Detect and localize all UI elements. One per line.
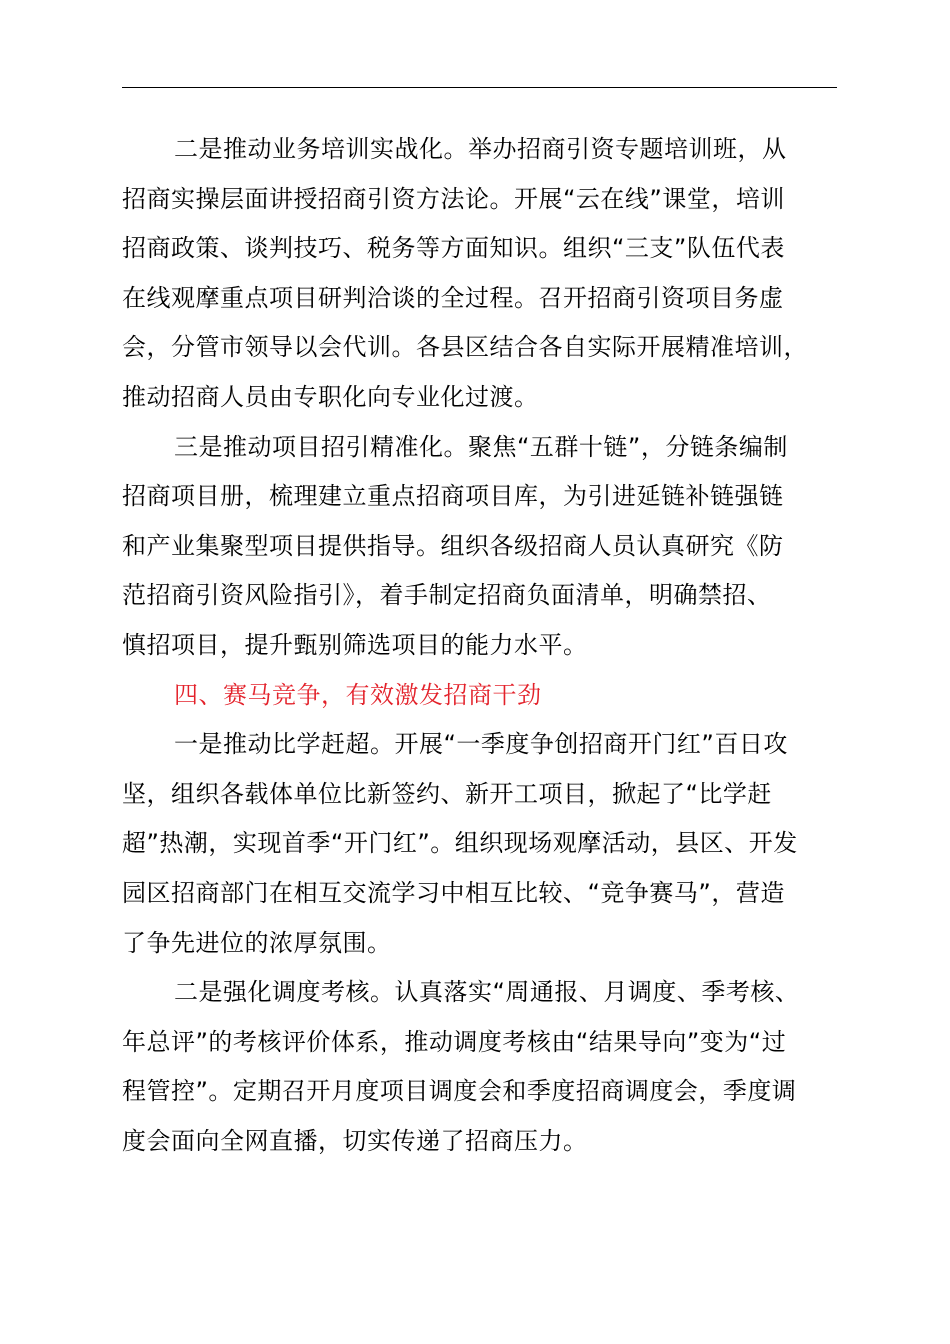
text-line: 一是推动比学赶超。开展“一季度争创招商开门红”百日攻 <box>174 730 788 759</box>
text-line: 超”热潮，实现首季“开门红”。组织现场观摩活动，县区、开发 <box>122 829 798 858</box>
text-line: 在线观摩重点项目研判洽谈的全过程。召开招商引资项目务虚 <box>122 283 784 312</box>
section-heading-text: 四、赛马竞争，有效激发招商干劲 <box>174 680 542 709</box>
paragraph-training <box>122 125 867 423</box>
text-line: 招商政策、谈判技巧、税务等方面知识。组织“三支”队伍代表 <box>122 234 785 263</box>
text-line: 坚，组织各载体单位比新签约、新开工项目，掀起了“比学赶 <box>122 779 772 808</box>
text-line: 度会面向全网直播，切实传递了招商压力。 <box>122 1126 588 1155</box>
text-line: 年总评”的考核评价体系，推动调度考核由“结果导向”变为“过 <box>122 1027 787 1056</box>
text-line: 推动招商人员由专职化向专业化过渡。 <box>122 382 539 411</box>
header-rule <box>122 87 837 88</box>
text-line: 二是推动业务培训实战化。举办招商引资专题培训班，从 <box>174 135 787 163</box>
text-line: 慎招项目，提升甄别筛选项目的能力水平。 <box>122 630 588 659</box>
text-line: 招商实操层面讲授招商引资方法论。开展“云在线”课堂，培训 <box>122 184 785 213</box>
text-line: 会，分管市领导以会代训。各县区结合各自实际开展精准培训， <box>122 333 808 362</box>
text-line: 程管控”。定期召开月度项目调度会和季度招商调度会，季度调 <box>122 1077 797 1106</box>
text-line: 和产业集聚型项目提供指导。组织各级招商人员认真研究《防 <box>122 531 784 560</box>
text-line: 三是推动项目招引精准化。聚焦“五群十链”，分链条编制 <box>174 432 788 461</box>
text-line: 二是强化调度考核。认真落实“周通报、月调度、季考核、 <box>174 978 800 1007</box>
text-line: 了争先进位的浓厚氛围。 <box>122 928 392 957</box>
text-line: 招商项目册，梳理建立重点招商项目库，为引进延链补链强链 <box>122 482 784 511</box>
section-heading <box>122 671 867 721</box>
text-line: 范招商引资风险指引》，着手制定招商负面清单，明确禁招、 <box>122 581 772 610</box>
text-line: 园区招商部门在相互交流学习中相互比较、“竞争赛马”，营造 <box>122 878 785 907</box>
paragraph-competition <box>122 720 867 968</box>
paragraph-assessment <box>122 968 867 1166</box>
paragraph-precision <box>122 423 867 671</box>
document-body <box>122 125 867 1166</box>
